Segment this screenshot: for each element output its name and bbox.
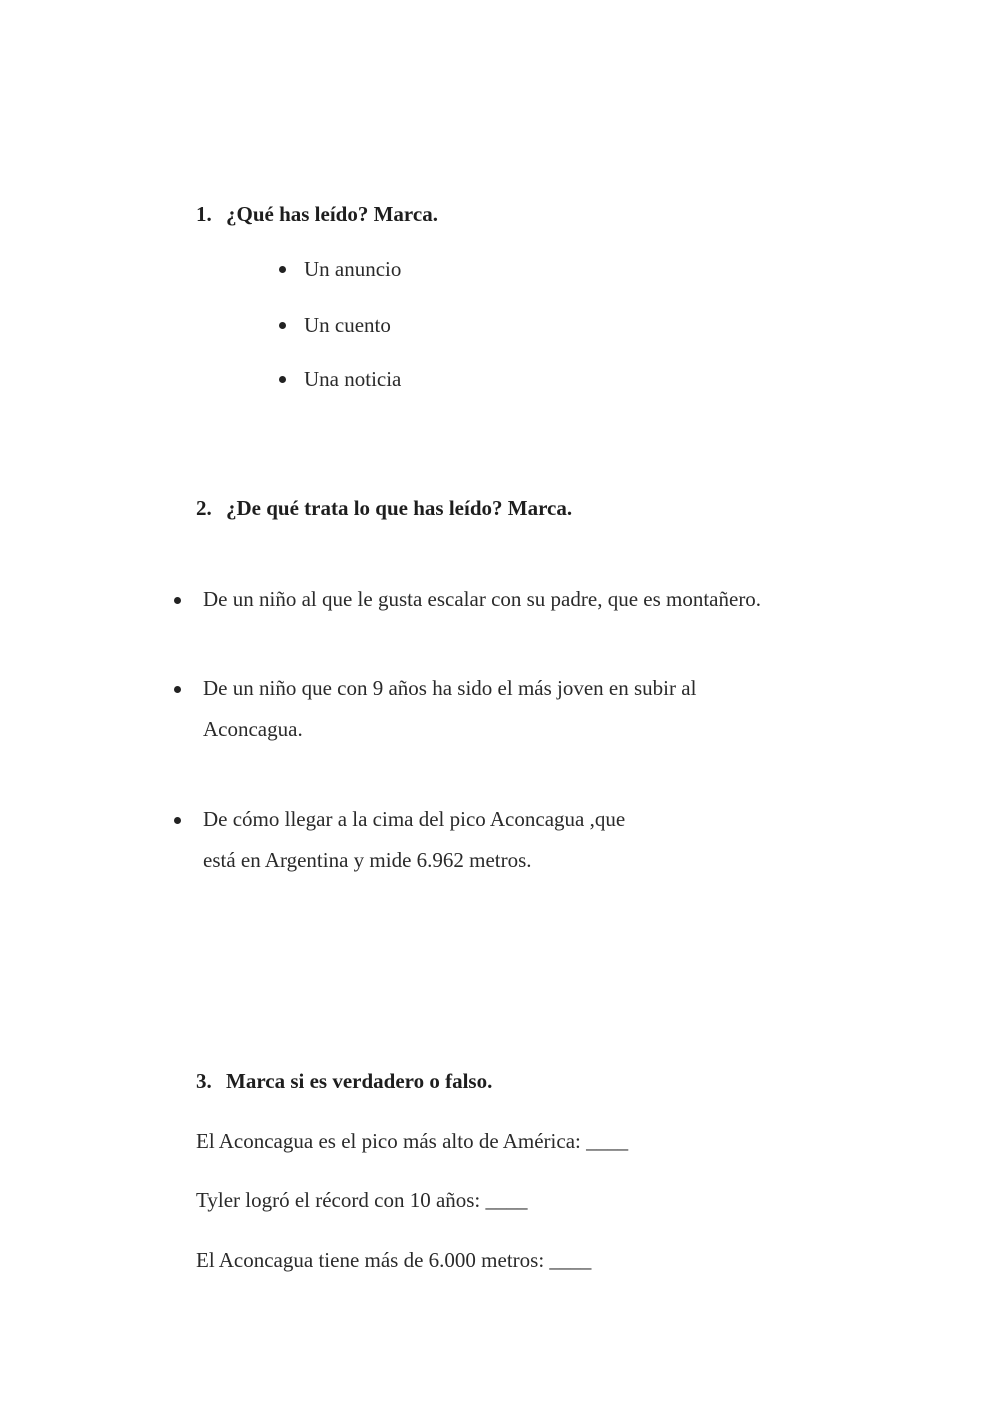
question-1-option-2[interactable]: Un cuento: [304, 313, 391, 337]
question-2-number: 2.: [196, 496, 212, 520]
question-2-option-1[interactable]: De un niño al que le gusta escalar con su padre, que es montañero.: [203, 587, 762, 611]
true-false-statement-2[interactable]: Tyler logró el récord con 10 años: ____: [196, 1188, 528, 1212]
question-3-number: 3.: [196, 1069, 212, 1093]
bullet-icon: [174, 597, 181, 604]
bullet-icon: [279, 266, 286, 273]
question-2-option-3-line-1[interactable]: De cómo llegar a la cima del pico Aconcagua ,que: [203, 807, 626, 831]
true-false-statement-1[interactable]: El Aconcagua es el pico más alto de América: ____: [196, 1129, 629, 1153]
question-1-option-1[interactable]: Un anuncio: [304, 257, 402, 281]
bullet-icon: [279, 376, 286, 383]
bullet-icon: [279, 322, 286, 329]
question-3-title: Marca si es verdadero o falso.: [226, 1069, 493, 1093]
question-1-title: ¿Qué has leído? Marca.: [226, 202, 438, 226]
question-2-option-2-line-2[interactable]: Aconcagua.: [203, 717, 303, 741]
question-2-option-3-line-2[interactable]: está en Argentina y mide 6.962 metros.: [203, 848, 532, 872]
true-false-statement-3[interactable]: El Aconcagua tiene más de 6.000 metros: ____: [196, 1248, 592, 1272]
question-1-option-3[interactable]: Una noticia: [304, 367, 402, 391]
question-3-heading: [196, 1069, 492, 1094]
bullet-icon: [174, 686, 181, 693]
question-1-heading: [196, 202, 438, 227]
question-2-title: ¿De qué trata lo que has leído? Marca.: [226, 496, 573, 520]
bullet-icon: [174, 817, 181, 824]
question-2-heading: [196, 496, 572, 521]
question-1-number: 1.: [196, 202, 212, 226]
question-2-option-2-line-1[interactable]: De un niño que con 9 años ha sido el más joven en subir al: [203, 676, 697, 700]
